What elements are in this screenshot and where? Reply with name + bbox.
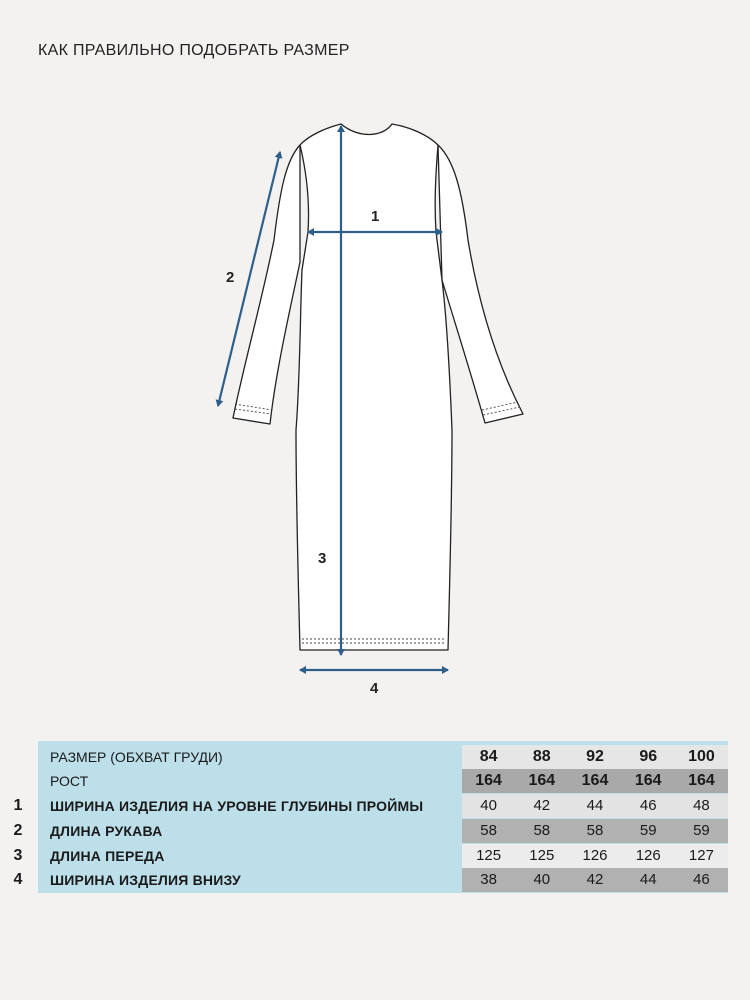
table-row <box>13 868 728 892</box>
table-cell: 40 <box>480 797 497 814</box>
table-row <box>13 794 728 818</box>
table-cell: 59 <box>693 822 710 839</box>
table-height-row <box>38 769 728 793</box>
measure-1-label: 1 <box>371 208 380 225</box>
table-row <box>13 819 728 843</box>
row-label: ДЛИНА РУКАВА <box>50 823 163 839</box>
table-cell: 125 <box>476 847 502 864</box>
dress-outline <box>233 124 523 650</box>
size-100: 100 <box>688 748 715 765</box>
row-label: ШИРИНА ИЗДЕЛИЯ НА УРОВНЕ ГЛУБИНЫ ПРОЙМЫ <box>50 798 424 814</box>
row-label: ШИРИНА ИЗДЕЛИЯ ВНИЗУ <box>50 872 241 888</box>
table-cell: 44 <box>639 871 657 888</box>
table-row <box>13 844 728 868</box>
measure-4-label: 4 <box>370 680 379 697</box>
table-cell: 126 <box>582 847 608 864</box>
table-cell: 58 <box>533 822 551 839</box>
size-92: 92 <box>586 748 604 765</box>
height-label: РОСТ <box>50 773 89 789</box>
table-cell: 38 <box>480 871 497 888</box>
table-cell: 58 <box>586 822 604 839</box>
table-header-row <box>38 745 728 769</box>
measure-2-label: 2 <box>226 269 235 286</box>
table-cell: 44 <box>586 797 604 814</box>
height-cell: 164 <box>581 772 609 789</box>
table-cell: 58 <box>480 822 497 839</box>
table-cell: 46 <box>693 871 710 888</box>
table-cell: 42 <box>586 871 604 888</box>
size-label: РАЗМЕР (ОБХВАТ ГРУДИ) <box>50 749 223 765</box>
table-cell: 40 <box>533 871 551 888</box>
row-number: 1 <box>13 797 23 814</box>
table-cell: 46 <box>639 797 657 814</box>
height-cell: 164 <box>634 772 662 789</box>
table-cell: 59 <box>639 822 657 839</box>
table-cell: 126 <box>635 847 661 864</box>
height-cell: 164 <box>475 772 502 789</box>
size-96: 96 <box>639 748 658 765</box>
table-cell: 42 <box>533 797 551 814</box>
size-88: 88 <box>532 748 551 765</box>
row-number: 2 <box>13 822 23 839</box>
page-title: КАК ПРАВИЛЬНО ПОДОБРАТЬ РАЗМЕР <box>38 42 350 59</box>
table-cell: 125 <box>529 847 555 864</box>
height-cell: 164 <box>528 772 556 789</box>
table-cell: 127 <box>688 847 714 864</box>
row-number: 4 <box>13 871 23 888</box>
height-cell: 164 <box>688 772 715 789</box>
measure-3-label: 3 <box>318 550 327 567</box>
size-84: 84 <box>479 748 498 765</box>
table-cell: 48 <box>693 797 710 814</box>
size-table <box>13 741 728 893</box>
row-number: 3 <box>13 847 23 864</box>
row-label: ДЛИНА ПЕРЕДА <box>50 848 165 864</box>
